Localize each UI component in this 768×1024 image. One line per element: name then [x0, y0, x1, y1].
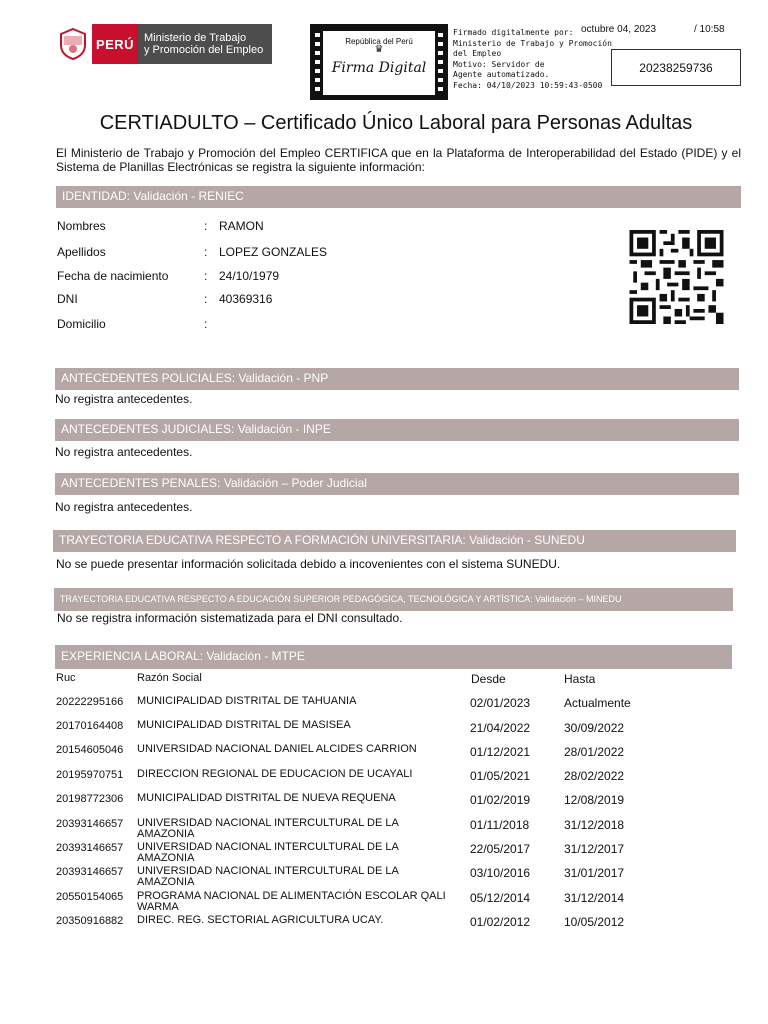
experience-header: EXPERIENCIA LABORAL: Validación - MTPE — [55, 645, 732, 669]
superior-text: No se registra información sistematizada para el DNI consultado. — [57, 611, 403, 625]
identity-value-dni: 40369316 — [219, 292, 273, 306]
stamp-republic: República del Perú — [345, 37, 413, 46]
col-from: Desde — [471, 672, 506, 686]
police-text: No registra antecedentes. — [55, 392, 193, 406]
superior-header: TRAYECTORIA EDUCATIVA RESPECTO A EDUCACIÓN SUPERIOR PEDAGÓGICA, TECNOLÓGICA Y ARTÍSTICA: Validación – MINEDU — [54, 588, 733, 611]
identity-label-domicilio: Domicilio — [57, 317, 106, 331]
peru-brand: PERÚ — [92, 24, 138, 64]
identity-header: IDENTIDAD: Validación - RENIEC — [56, 186, 741, 208]
identity-label-dni: DNI — [57, 292, 78, 306]
issue-time: / 10:58 — [694, 24, 725, 35]
identity-label-nombres: Nombres — [57, 219, 106, 233]
identity-label-apellidos: Apellidos — [57, 245, 106, 259]
col-name: Razón Social — [137, 672, 202, 684]
identity-label-birthdate: Fecha de nacimiento — [57, 269, 169, 283]
identity-sep: : — [204, 269, 208, 283]
identity-sep: : — [204, 245, 208, 259]
identity-value-nombres: RAMON — [219, 219, 264, 233]
penal-text: No registra antecedentes. — [55, 500, 193, 514]
experience-table: Ruc Razón Social Desde Hasta 20222295166 MUNICIPALIDAD DISTRITAL DE TAHUANIA 02/01/2023 Actualmente 20170164408 MUNICIPALIDAD DISTRITAL DE MASISEA 21/04/2022 30/09/2022 20154605046 UNIVERSIDAD NACIONAL DANIEL ALCIDES CARRION 01/12/2021 28/01/2022 20195970751 DIRECCION REGIONAL DE EDUCACION DE UCAYALI 01/05/2021 28/02/2022 20198772306 MUNICIPALIDAD DISTRITAL DE NUEVA REQUENA 01/02/2019 12/08/2019 20393146657 UNIVERSIDAD NACIONAL INTERCULTURAL DE LA AMAZONIA 01/11/2018 31/12/2018 20393146657 UNIVERSIDAD NACIONAL INTERCULTURAL DE LA AMAZONIA 22/05/2017 31/12/2017 20393146657 UNIVERSIDAD NACIONAL INTERCULTURAL DE LA AMAZONIA 03/10/2016 31/01/2017 20550154065 PROGRAMA NACIONAL DE ALIMENTACIÓN ESCOLAR QALI WARMA 05/12/2014 31/12/2014 20350916882 DIREC. REG. SECTORIAL AGRICULTURA UCAY. 01/02/2012 10/05/2012 — [56, 672, 631, 929]
col-ruc: Ruc — [56, 672, 76, 684]
identity-sep: : — [204, 317, 208, 331]
university-header: TRAYECTORIA EDUCATIVA RESPECTO A FORMACIÓN UNIVERSITARIA: Validación - SUNEDU — [53, 530, 736, 552]
police-header: ANTECEDENTES POLICIALES: Validación - PNP — [55, 368, 739, 390]
col-to: Hasta — [564, 672, 596, 686]
identity-value-apellidos: LOPEZ GONZALES — [219, 245, 328, 259]
penal-header: ANTECEDENTES PENALES: Validación – Poder Judicial — [55, 473, 739, 495]
university-text: No se puede presentar información solicitada debido a incovenientes con el sistema SUNEDU. — [56, 557, 561, 571]
judicial-text: No registra antecedentes. — [55, 445, 193, 459]
judicial-header: ANTECEDENTES JUDICIALES: Validación - INPE — [55, 419, 739, 441]
intro-text: El Ministerio de Trabajo y Promoción del Empleo CERTIFICA que en la Plataforma de Interoperabilidad del Estado (PIDE) y el Sistema de Planillas Electrónicas se registra la siguiente información: — [56, 146, 741, 174]
identity-sep: : — [204, 219, 208, 233]
signature-info: Firmado digitalmente por: Ministerio de Trabajo y Promoción del Empleo Motivo: Servidor de Agente automatizado. Fecha: 04/10/2023 10:59:43-0500 — [453, 28, 612, 90]
stamp-title: Firma Digital — [331, 60, 427, 76]
certificate-code: 20238259736 — [611, 49, 741, 86]
page-title: CERTIADULTO – Certificado Único Laboral para Personas Adultas — [99, 112, 693, 134]
identity-value-birthdate: 24/10/1979 — [219, 269, 280, 283]
issue-date: octubre 04, 2023 — [581, 24, 657, 35]
ministry-name: Ministerio de Trabajo y Promoción del Empleo — [138, 24, 272, 64]
stamp-emblem-icon: ♛ — [374, 44, 384, 55]
identity-sep: : — [204, 292, 208, 306]
